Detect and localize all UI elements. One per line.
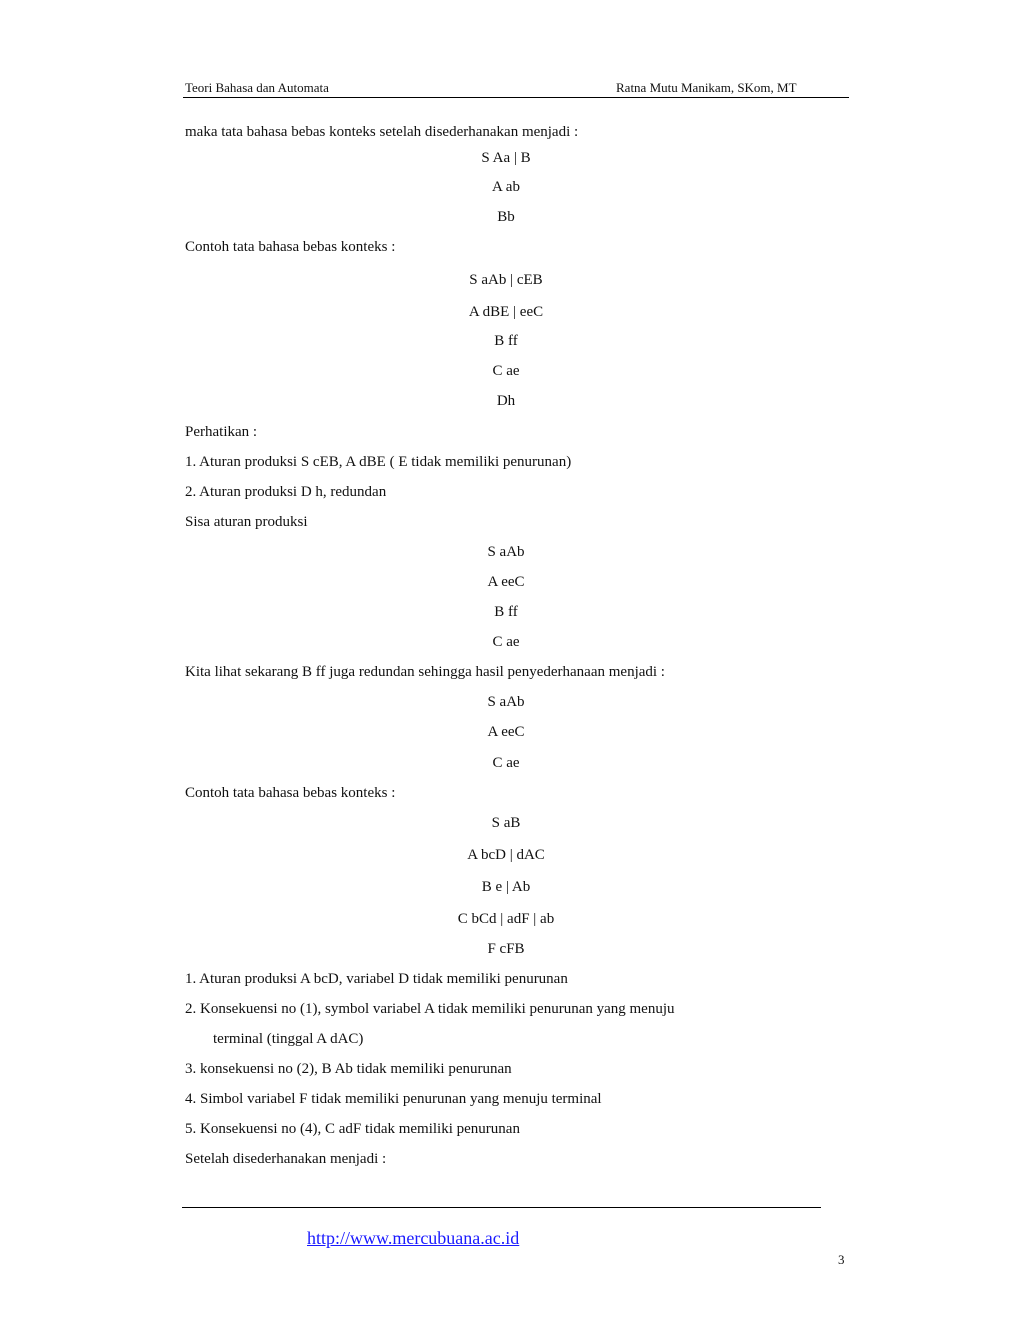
list-item: 4. Simbol variabel F tidak memiliki penurunan yang menuju terminal xyxy=(185,1091,602,1107)
paragraph-simplification: Kita lihat sekarang B ff juga redundan sehingga hasil penyederhanaan menjadi : xyxy=(185,664,665,680)
production-rule: A dBE | eeC xyxy=(468,304,544,320)
production-rule: S aB xyxy=(491,815,521,831)
production-rule: Dh xyxy=(496,393,516,409)
header-divider xyxy=(183,97,849,98)
list-item-continuation: terminal (tinggal A dAC) xyxy=(213,1031,364,1047)
header-right-author: Ratna Mutu Manikam, SKom, MT xyxy=(616,80,797,95)
footer-website-link[interactable]: http://www.mercubuana.ac.id xyxy=(307,1228,520,1248)
list-item: 3. konsekuensi no (2), B Ab tidak memiliki penurunan xyxy=(185,1061,512,1077)
footer-divider xyxy=(182,1207,821,1208)
paragraph-note-heading: Perhatikan : xyxy=(185,424,258,440)
production-rule: B ff xyxy=(494,604,518,620)
header-left-title: Teori Bahasa dan Automata xyxy=(185,80,329,95)
paragraph-example-heading: Contoh tata bahasa bebas konteks : xyxy=(185,785,396,801)
page-number: 3 xyxy=(838,1252,845,1267)
production-rule: A eeC xyxy=(487,574,525,590)
list-item: 2. Konsekuensi no (1), symbol variabel A tidak memiliki penurunan yang menuju xyxy=(185,1001,675,1017)
production-rule: A ab xyxy=(492,179,520,195)
list-item: 1. Aturan produksi S cEB, A dBE ( E tidak memiliki penurunan) xyxy=(185,454,572,470)
production-rule: S aAb xyxy=(487,544,525,560)
production-rule: S aAb | cEB xyxy=(469,272,543,288)
production-rule: B e | Ab xyxy=(481,879,531,895)
paragraph-example-heading: Contoh tata bahasa bebas konteks : xyxy=(185,239,396,255)
production-rule: C ae xyxy=(492,755,520,771)
paragraph-intro: maka tata bahasa bebas konteks setelah disederhanakan menjadi : xyxy=(185,124,579,140)
production-rule: C ae xyxy=(492,634,520,650)
production-rule: A bcD | dAC xyxy=(467,847,545,863)
list-item: 5. Konsekuensi no (4), C adF tidak memiliki penurunan xyxy=(185,1121,520,1137)
paragraph-remaining-rules: Sisa aturan produksi xyxy=(185,514,308,530)
list-item: 1. Aturan produksi A bcD, variabel D tidak memiliki penurunan xyxy=(185,971,568,987)
production-rule: A eeC xyxy=(487,724,525,740)
production-rule: C ae xyxy=(492,363,520,379)
production-rule: S Aa | B xyxy=(481,150,531,166)
paragraph-result: Setelah disederhanakan menjadi : xyxy=(185,1151,387,1167)
production-rule: B ff xyxy=(494,333,518,349)
production-rule: Bb xyxy=(497,209,515,225)
production-rule: F cFB xyxy=(487,941,525,957)
production-rule: S aAb xyxy=(487,694,525,710)
list-item: 2. Aturan produksi D h, redundan xyxy=(185,484,387,500)
production-rule: C bCd | adF | ab xyxy=(457,911,555,927)
